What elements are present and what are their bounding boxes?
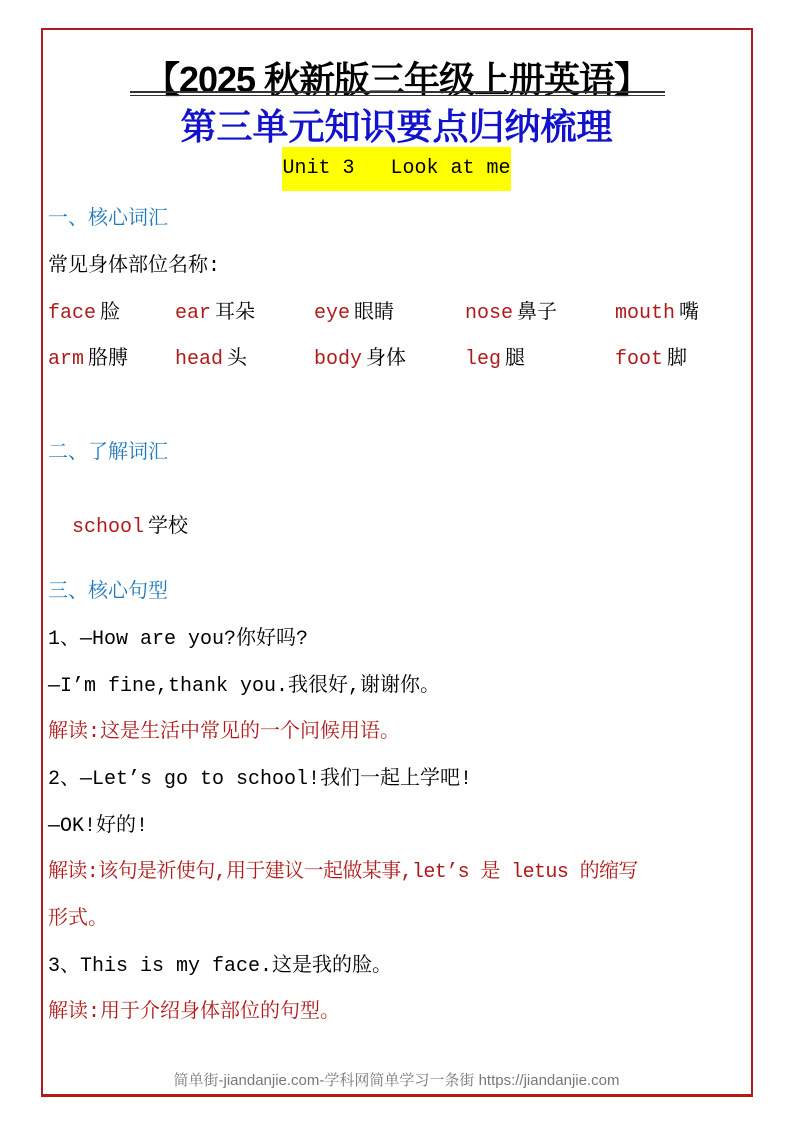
vocab-item: [48, 346, 128, 374]
vocab-intro: 常见身体部位名称:: [48, 255, 221, 278]
vocab-zh: 鼻子: [517, 302, 558, 325]
document-subtitle: 第三单元知识要点归纳梳理: [180, 106, 613, 147]
sentence-line: —I’m fine,thank you.我很好,谢谢你。: [48, 675, 441, 698]
title-underline: [130, 91, 665, 93]
explanation-line: 解读:用于介绍身体部位的句型。: [48, 1001, 341, 1024]
vocab-zh: 学校: [148, 516, 189, 539]
vocab-item: [615, 300, 699, 328]
vocab-en: nose: [465, 302, 514, 325]
vocab-en: eye: [314, 302, 351, 325]
vocab-item: [175, 346, 247, 374]
vocab-zh: 脚: [667, 348, 688, 371]
vocab-en: ear: [175, 302, 212, 325]
explanation-line: 解读:该句是祈使句,用于建议一起做某事,let’s 是 letus 的缩写: [48, 861, 638, 884]
vocab-item: [48, 486, 188, 542]
vocab-item: [465, 346, 525, 374]
document-title: 【2025 秋新版三年级上册英语】: [143, 59, 650, 100]
vocab-zh: 耳朵: [215, 302, 256, 325]
vocab-item: [314, 300, 394, 328]
vocab-item: [615, 346, 687, 374]
vocab-zh: 眼睛: [354, 302, 395, 325]
vocab-item: [48, 300, 120, 328]
vocab-item: [314, 346, 406, 374]
vocab-zh: 脸: [100, 302, 121, 325]
vocab-en: body: [314, 348, 363, 371]
vocab-en: mouth: [615, 302, 676, 325]
vocab-en: school: [72, 516, 145, 539]
vocab-en: foot: [615, 348, 664, 371]
sentence-line: 1、—How are you?你好吗?: [48, 628, 309, 651]
vocab-en: arm: [48, 348, 85, 371]
sentence-line: —OK!好的!: [48, 815, 149, 838]
sentence-line: 2、—Let’s go to school!我们一起上学吧!: [48, 768, 473, 791]
section-heading-sentences: 三、核心句型: [48, 581, 168, 604]
explanation-line: 形式。: [48, 908, 108, 931]
footer-watermark: 简单街-jiandanjie.com-学科网简单学习一条街 https://jiandanjie.com: [173, 1072, 620, 1089]
unit-label: Unit 3 Look at me: [282, 147, 511, 191]
vocab-en: head: [175, 348, 224, 371]
section-heading-extra-vocab: 二、了解词汇: [48, 442, 168, 465]
vocab-en: face: [48, 302, 97, 325]
vocab-zh: 身体: [366, 348, 407, 371]
vocab-zh: 腿: [505, 348, 526, 371]
vocab-item: [465, 300, 557, 328]
vocab-zh: 胳膊: [88, 348, 129, 371]
explanation-line: 解读:这是生活中常见的一个问候用语。: [48, 721, 401, 744]
vocab-en: leg: [465, 348, 502, 371]
vocab-item: [175, 300, 255, 328]
section-heading-core-vocab: 一、核心词汇: [48, 208, 168, 231]
vocab-zh: 头: [227, 348, 248, 371]
vocab-zh: 嘴: [679, 302, 700, 325]
title-underline-thin: [130, 95, 665, 96]
sentence-line: 3、This is my face.这是我的脸。: [48, 955, 393, 978]
